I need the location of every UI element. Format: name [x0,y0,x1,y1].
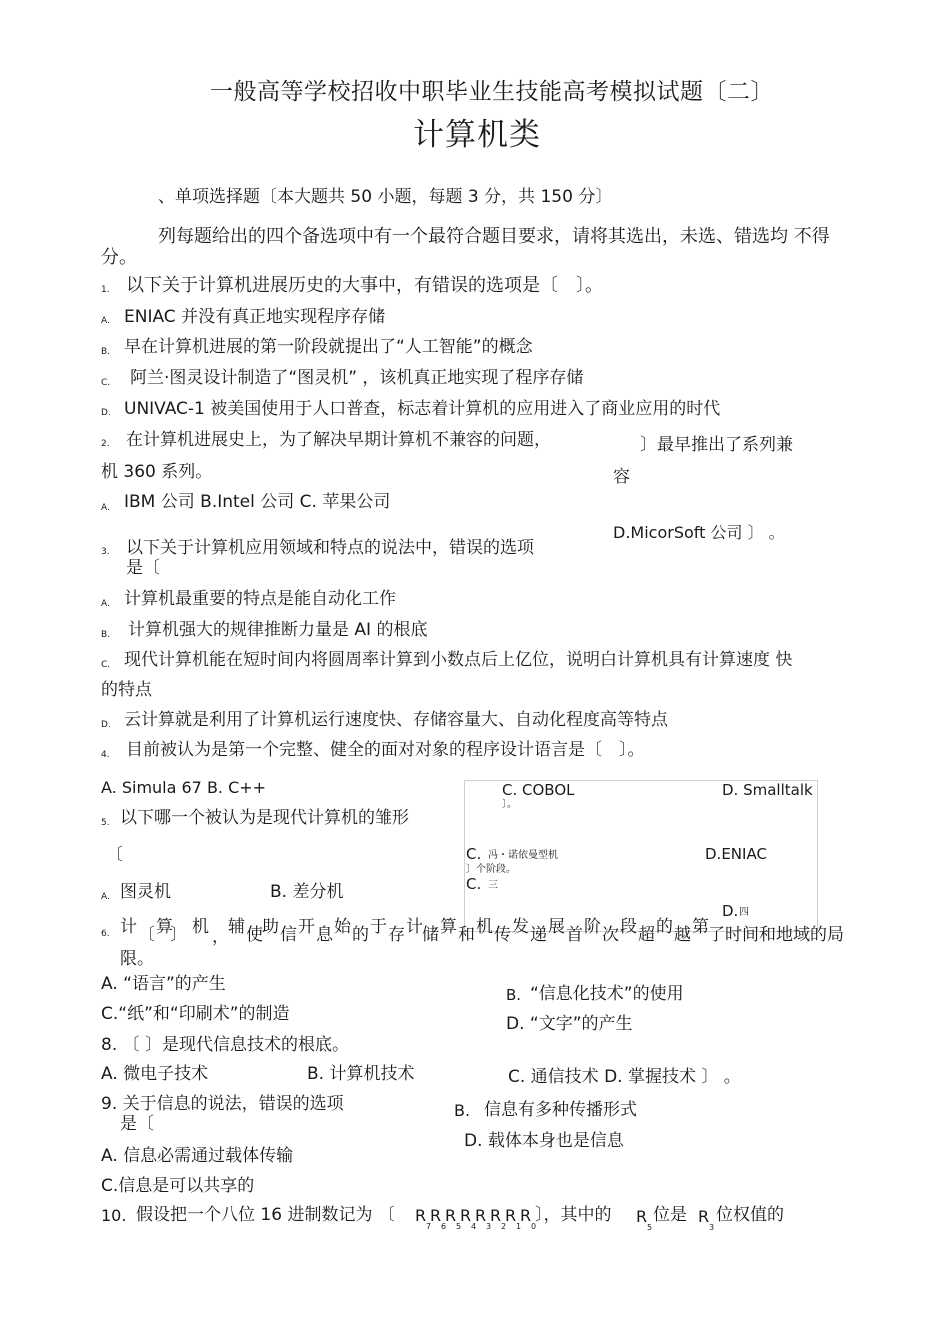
q6-char: 越 [674,925,691,945]
q6-option-b: “信息化技术”的使用 [530,984,684,1004]
q1-number: 1. [101,285,110,295]
q6-char: 机 [192,917,209,937]
q6-char: 阶 [584,917,601,937]
q6-char: 计 [406,917,423,937]
q2-stem-right: 〕最早推出了系列兼 [640,435,793,455]
q3-d-label: D. [101,720,111,730]
q3-option-a: 计算机最重要的特点是能自动化工作 [124,589,396,609]
q4-option-c: C. COBOL [502,781,575,799]
q6-frag-c: 三 [488,880,498,891]
q9-option-a: A. 信息必需通过载体传输 [101,1146,294,1166]
q6-char: 〕 [170,925,187,945]
q2-options-abc: IBM 公司 B.Intel 公司 C. 苹果公司 [124,492,391,512]
q6-option-a: A. “语言”的产生 [101,974,226,994]
q6-char: 计 [120,917,137,937]
q4-stem: 目前被认为是第一个完整、健全的面对对象的程序设计语言是〔 〕。 [126,740,645,760]
q1-a-label: A. [101,316,110,326]
q5-a-label: A. [101,892,110,902]
q3-stem: 以下关于计算机应用领域和特点的说法中，错误的选项 [126,538,534,558]
q10-r5: R [636,1207,648,1226]
q10-r: R [460,1206,472,1225]
q9-stem: 9. 关于信息的说法，错误的选项 [101,1094,344,1114]
q5-option-d: D.ENIAC [705,845,767,863]
q4-tail: 〕。 [502,799,517,810]
q6-char: 存 [388,925,405,945]
q6-stem-cont: 限。 [120,949,154,969]
q6-char: 开 [298,917,315,937]
q6-char: 算 [440,917,457,937]
q6-char: 了时间和地域的局 [708,925,844,945]
q2-number: 2. [101,439,110,449]
q1-d-label: D. [101,408,111,418]
q6-char: 算 [156,917,173,937]
q6-number: 6. [101,929,110,939]
q9-option-d: D. 载体本身也是信息 [464,1131,624,1151]
q2-option-d: D.MicorSoft 公司 〕 。 [613,523,785,542]
q6-char: 息 [316,925,333,945]
q10-r: R [445,1206,457,1225]
q6-char: 信 [280,925,297,945]
q2-stem-cont: 机 360 系列。 [101,462,213,482]
q10-r: R [490,1206,502,1225]
q10-number: 10. [101,1206,127,1225]
q10-r: R [520,1206,532,1225]
q10-r: R [430,1206,442,1225]
q6-option-c: C.“纸”和“印刷术”的制造 [101,1004,290,1024]
q6-frag-d-label: D. [722,902,739,920]
q4-options-ab: A. Simula 67 B. C++ [101,778,267,797]
q6-char: 首 [566,925,583,945]
q2-stem: 在计算机进展史上，为了解决早期计算机不兼容的问题， [126,430,551,450]
q2-a-label: A. [101,503,110,513]
q10-register-digits [415,1207,535,1233]
q6-char: 于 [370,917,387,937]
q2-stem-right-cont: 容 [613,467,630,487]
q10-r-sub: 7 [426,1222,432,1231]
q10-stem-d: 位权值的 [716,1205,784,1225]
q5-option-a: 图灵机 [120,882,171,902]
q6-char: 次 [602,925,619,945]
q6-char: 段 [620,917,637,937]
q6-frag-d: 四 [739,907,749,918]
q9-b-label: B. [454,1101,471,1120]
q6-char: 〔 [138,925,155,945]
q6-frag-c-label: C. [466,875,482,893]
q4-number: 4. [101,750,110,760]
q3-stem-cont: 是〔 [126,558,160,578]
q10-r-sub: 5 [456,1222,462,1231]
q10-r-sub: 2 [501,1222,507,1231]
instructions-cont: 分。 [101,247,137,268]
q6-jumbled-stem [120,916,850,952]
q10-r5-sub: 5 [647,1223,653,1232]
q1-option-a: ENIAC 并没有真正地实现程序存储 [124,307,386,327]
q6-char: 传 [494,925,511,945]
q8-option-a: A. 微电子技术 [101,1064,209,1084]
q3-number: 3. [101,547,110,557]
q9-option-c: C.信息是可以共享的 [101,1176,255,1196]
q9-stem-cont: 是〔 [120,1114,154,1134]
q6-char: 辅 [228,917,245,937]
q10-stem-c: 位是 [653,1205,687,1225]
q3-a-label: A. [101,599,110,609]
q10-r-sub: 6 [441,1222,447,1231]
q6-char: 递 [530,925,547,945]
q3-option-b: 计算机强大的规律推断力量是 AI 的根底 [128,620,428,640]
q6-char: 和 [458,925,475,945]
q5-stem: 以下哪一个被认为是现代计算机的雏形 [120,808,409,828]
q5-bracket: 〔 [106,845,123,865]
q8-options-cd: C. 通信技术 D. 掌握技术 〕 。 [508,1067,741,1087]
q1-b-label: B. [101,347,111,357]
q10-r-sub: 1 [516,1222,522,1231]
section-heading: 、单项选择题〔本大题共 50 小题，每题 3 分，共 150 分〕 [158,187,613,207]
q6-char: 超 [638,925,655,945]
q1-option-b: 早在计算机进展的第一阶段就提出了“人工智能”的概念 [124,337,533,357]
q3-option-c-cont: 的特点 [101,680,152,700]
q8-stem: 8. 〔 〕是现代信息技术的根底。 [101,1035,350,1055]
q6-b-label: B. [506,986,522,1004]
q1-option-d: UNIVAC-1 被美国使用于人口普查，标志着计算机的应用进入了商业应用的时代 [124,399,721,419]
q5-option-b: B. 差分机 [270,882,344,902]
q10-r3: R [698,1207,710,1226]
q10-r-sub: 4 [471,1222,477,1231]
q9-option-b: 信息有多种传播形式 [484,1100,637,1120]
q3-option-c: 现代计算机能在短时间内将圆周率计算到小数点后上亿位，说明白计算机具有计算速度 快 [124,650,793,670]
q4-option-d: D. Smalltalk [722,781,813,799]
subject-title: 计算机类 [413,117,541,153]
q10-r: R [505,1206,517,1225]
q5-number: 5. [101,818,110,828]
q6-char: 第 [692,917,709,937]
q6-option-d: D. “文字”的产生 [506,1014,633,1034]
q10-r-sub: 3 [486,1222,492,1231]
q6-char: 储 [422,925,439,945]
q3-option-d: 云计算就是利用了计算机运行速度快、存储容量大、自动化程度高等特点 [124,710,668,730]
q10-r3-sub: 3 [709,1223,715,1232]
q10-stem-b: 〕，其中的 [535,1205,612,1225]
q5-c-label: C. [466,845,482,863]
q6-char: 展 [548,917,565,937]
q6-char: 机 [476,917,493,937]
q6-char: 助 [262,917,279,937]
exam-title: 一般高等学校招收中职毕业生技能高考模拟试题〔二〕 [210,79,774,105]
q1-option-c: 阿兰·图灵设计制造了“图灵机” ，该机真正地实现了程序存储 [130,368,584,388]
q6-char: 的 [656,917,673,937]
instructions: 列每题给出的四个备选项中有一个最符合题目要求，请将其选出，未选、错选均 不得 [158,226,830,247]
q6-fragment: 〕个阶段。 [466,864,516,875]
q10-r-sub: 0 [531,1222,537,1231]
q6-char: 始 [334,917,351,937]
q6-char: 使 [246,925,263,945]
q1-c-label: C. [101,378,111,388]
q3-b-label: B. [101,630,111,640]
q5-option-c: 冯・诺依曼型机 [488,850,558,861]
q6-char: 的 [352,925,369,945]
q8-option-b: B. 计算机技术 [307,1064,415,1084]
q6-char: ， [212,927,229,947]
q10-r: R [415,1206,427,1225]
q6-char: 发 [512,917,529,937]
q10-r: R [475,1206,487,1225]
q1-stem: 以下关于计算机进展历史的大事中，有错误的选项是〔 〕。 [126,275,603,296]
q3-c-label: C. [101,660,111,670]
q10-stem-a: 假设把一个八位 16 进制数记为 〔 [136,1205,395,1225]
